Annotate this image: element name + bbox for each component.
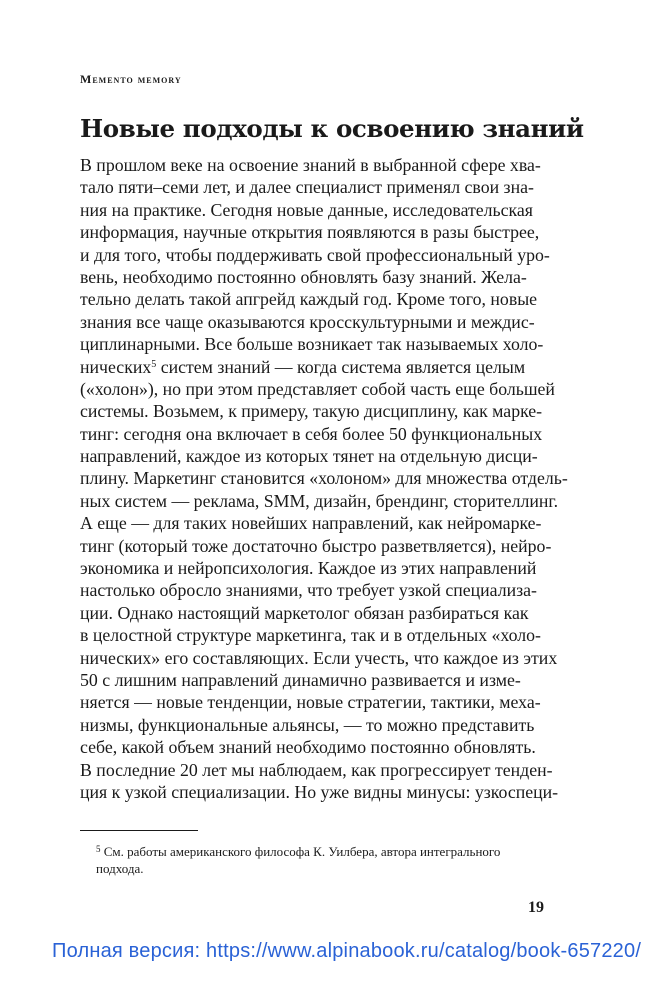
text-line: тельно делать такой апгрейд каждый год. Кроме того, новые	[80, 289, 538, 310]
text-line: няется — новые тенденции, новые стратегии, тактики, меха-	[80, 692, 541, 713]
footnote-marker: 5	[96, 844, 101, 854]
full-version-link[interactable]	[52, 940, 641, 963]
full-version-link-text[interactable]: Полная версия: https://www.alpinabook.ru/catalog/book-657220/	[52, 940, 642, 962]
text-line: вень, необходимо постоянно обновлять базу знаний. Жела-	[80, 266, 527, 287]
running-head: Memento memory	[80, 72, 182, 86]
footnote-text: См. работы американского философа К. Уилбера, автора интегрального	[100, 844, 501, 859]
text-line: в целостной структуре маркетинга, так и в отдельных «холо-	[80, 625, 541, 646]
text-line: тинг (который тоже достаточно быстро разветвляется), нейро-	[80, 535, 552, 556]
text-line: знания все чаще оказываются кросскультурными и междис-	[80, 311, 535, 332]
text-line: информация, научные открытия появляются в разы быстрее,	[80, 222, 540, 243]
text-line: В последние 20 лет мы наблюдаем, как прогрессирует тенден-	[80, 759, 553, 780]
text-line: системы. Возьмем, к примеру, такую дисциплину, как марке-	[80, 401, 543, 422]
text-line: В прошлом веке на освоение знаний в выбранной сфере хва-	[80, 155, 541, 175]
text-line: 50 с лишним направлений динамично развивается и изме-	[80, 669, 521, 690]
text-line-with-footnote	[80, 356, 588, 378]
footnote	[96, 843, 566, 877]
text-line: циплинарными. Все больше возникает так называемых холо-	[80, 334, 544, 355]
text-line: ции. Однако настоящий маркетолог обязан разбираться как	[80, 602, 529, 623]
text-line: ных систем — реклама, SMM, дизайн, брендинг, сторителлинг.	[80, 490, 559, 511]
text-line: направлений, каждое из которых тянет на отдельную дисци-	[80, 446, 538, 467]
text-line: себе, какой объем знаний необходимо постоянно обновлять.	[80, 737, 536, 758]
text-segment: нических	[80, 356, 152, 377]
text-line: тинг: сегодня она включает в себя более 50 функциональных	[80, 423, 543, 444]
footnote-text: подхода.	[96, 861, 144, 876]
footnote-reference[interactable]: 5	[151, 358, 157, 370]
section-heading: Новые подходы к освоению знаний	[80, 114, 584, 143]
text-line: («холон»), но при этом представляет собой часть еще большей	[80, 378, 555, 399]
footnote-divider	[80, 830, 198, 831]
text-segment: систем знаний — когда система является целым	[156, 356, 526, 377]
text-line: и для того, чтобы поддерживать свой профессиональный уро-	[80, 244, 550, 265]
body-text	[80, 154, 588, 803]
text-line: настолько обросло знаниями, что требует узкой специализа-	[80, 580, 537, 601]
text-line: экономика и нейропсихология. Каждое из этих направлений	[80, 558, 537, 579]
text-line: тало пяти–семи лет, и далее специалист применял свои зна-	[80, 177, 534, 198]
text-line: А еще — для таких новейших направлений, как нейромарке-	[80, 513, 542, 534]
text-line: нических» его составляющих. Если учесть, что каждое из этих	[80, 647, 558, 668]
text-line: низмы, функциональные альянсы, — то можно представить	[80, 714, 535, 735]
page-number: 19	[528, 899, 544, 916]
text-line: ния на практике. Сегодня новые данные, исследовательская	[80, 199, 533, 220]
text-line: ция к узкой специализации. Но уже видны минусы: узкоспеци-	[80, 781, 559, 802]
text-line: плину. Маркетинг становится «холоном» для множества отдель-	[80, 468, 568, 489]
